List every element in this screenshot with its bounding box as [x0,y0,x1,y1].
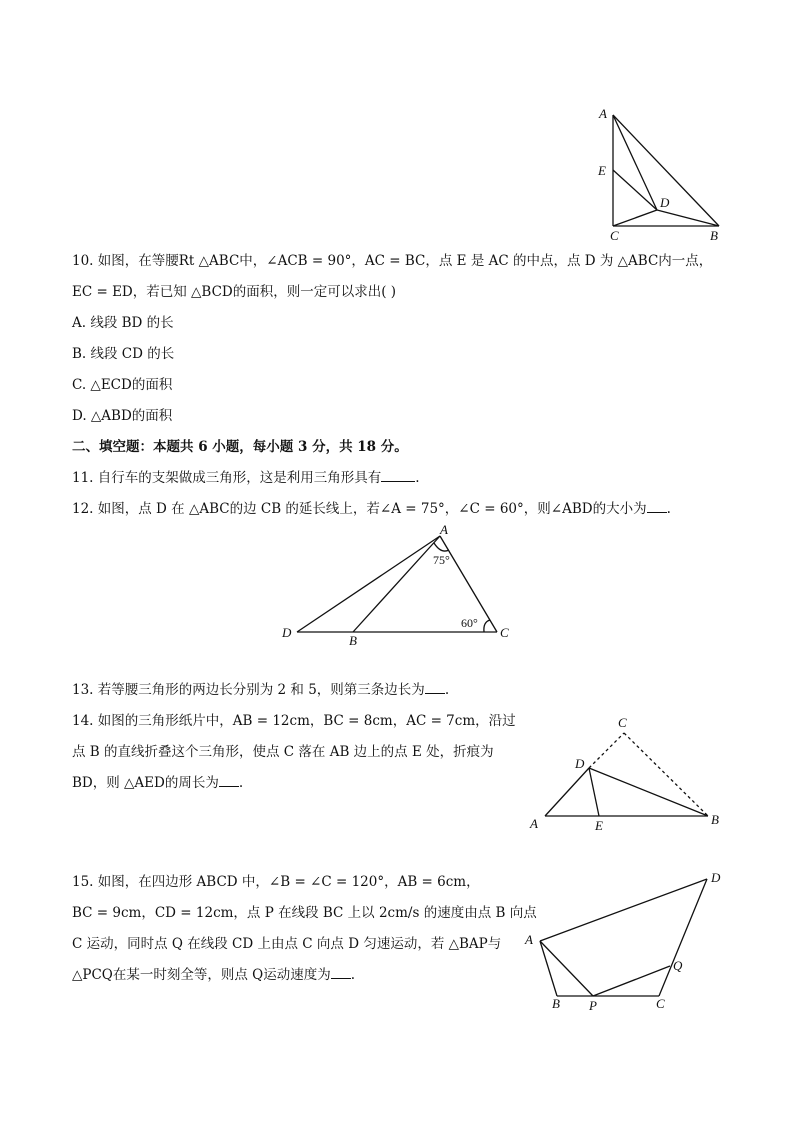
q10-label-b: B [710,228,718,243]
q14-label-b: B [711,812,719,827]
q15-label-b: B [552,996,560,1011]
q13-end: . [444,682,450,698]
q15-end: . [350,967,356,983]
q15-line4-text: △PCQ在某一时刻全等，则点 Q运动速度为 [72,967,331,983]
q15-label-q: Q [673,958,683,973]
q12-text: 12. 如图，点 D 在 △ABC的边 CB 的延长线上，若∠A = 75°，∠C = 60°，则∠ABD的大小为 [72,501,647,517]
q12-label-b: B [349,633,357,648]
q12-label-a: A [440,522,448,537]
q14-stem-line1: 14. 如图的三角形纸片中，AB = 12cm，BC = 8cm，AC = 7cm，沿过 [72,713,516,729]
section-heading: 二、填空题：本题共 6 小题，每小题 3 分，共 18 分。 [72,439,408,455]
q12-end: . [666,501,671,517]
q10-option-b: B. 线段 CD 的长 [72,346,175,362]
q12-angle-c-label: 60° [461,616,478,630]
q10-label-d: D [660,195,670,210]
q10-option-d: D. △ABD的面积 [72,408,173,424]
q10-label-a: A [599,106,607,121]
q15-segment-cd [659,879,707,996]
q11-text: 11. 自行车的支架做成三角形，这是利用三角形具有 [72,470,382,486]
q10-option-c: C. △ECD的面积 [72,377,173,393]
q15-segment-pq [593,966,670,996]
q15-label-p: P [589,998,597,1013]
q10-stem-line1: 10. 如图，在等腰Rt △ABC中，∠ACB = 90°，AC = BC，点 E 是 AC 的中点，点 D 为 △ABC内一点， [72,253,713,269]
q14-stem-line2: 点 B 的直线折叠这个三角形，使点 C 落在 AB 边上的点 E 处，折痕为 [72,744,494,760]
q15-stem-line2: BC = 9cm，CD = 12cm，点 P 在线段 BC 上以 2cm/s 的速度由点 B 向点 [72,905,537,921]
q14-label-c: C [618,715,627,730]
q13-text: 13. 若等腰三角形的两边长分别为 2 和 5，则第三条边长为 [72,682,425,698]
q14-label-d: D [575,756,585,771]
q12-label-d: D [282,625,292,640]
q15-stem-line3: C 运动，同时点 Q 在线段 CD 上由点 C 向点 D 匀速运动，若 △BAP与 [72,936,502,952]
q10-label-e: E [598,163,606,178]
q15-segment-da [540,879,707,941]
q15-label-c: C [656,996,665,1011]
q14-label-a: A [530,816,538,831]
q10-label-c: C [610,228,619,243]
q10-stem-line2: EC = ED，若已知 △BCD的面积，则一定可以求出( ) [72,284,397,300]
q11-end: . [415,470,420,486]
q12-label-c: C [500,625,509,640]
q12-angle-a-label: 75° [433,553,450,567]
q14-label-e: E [595,818,603,833]
q14-line3-text: BD，则 △AED的周长为 [72,775,219,791]
q10-option-a: A. 线段 BD 的长 [72,315,174,331]
q15-label-d: D [711,870,721,885]
q15-stem-line1: 15. 如图，在四边形 ABCD 中，∠B = ∠C = 120°，AB = 6cm， [72,874,480,890]
q14-end: . [238,775,244,791]
q15-label-a: A [525,932,533,947]
